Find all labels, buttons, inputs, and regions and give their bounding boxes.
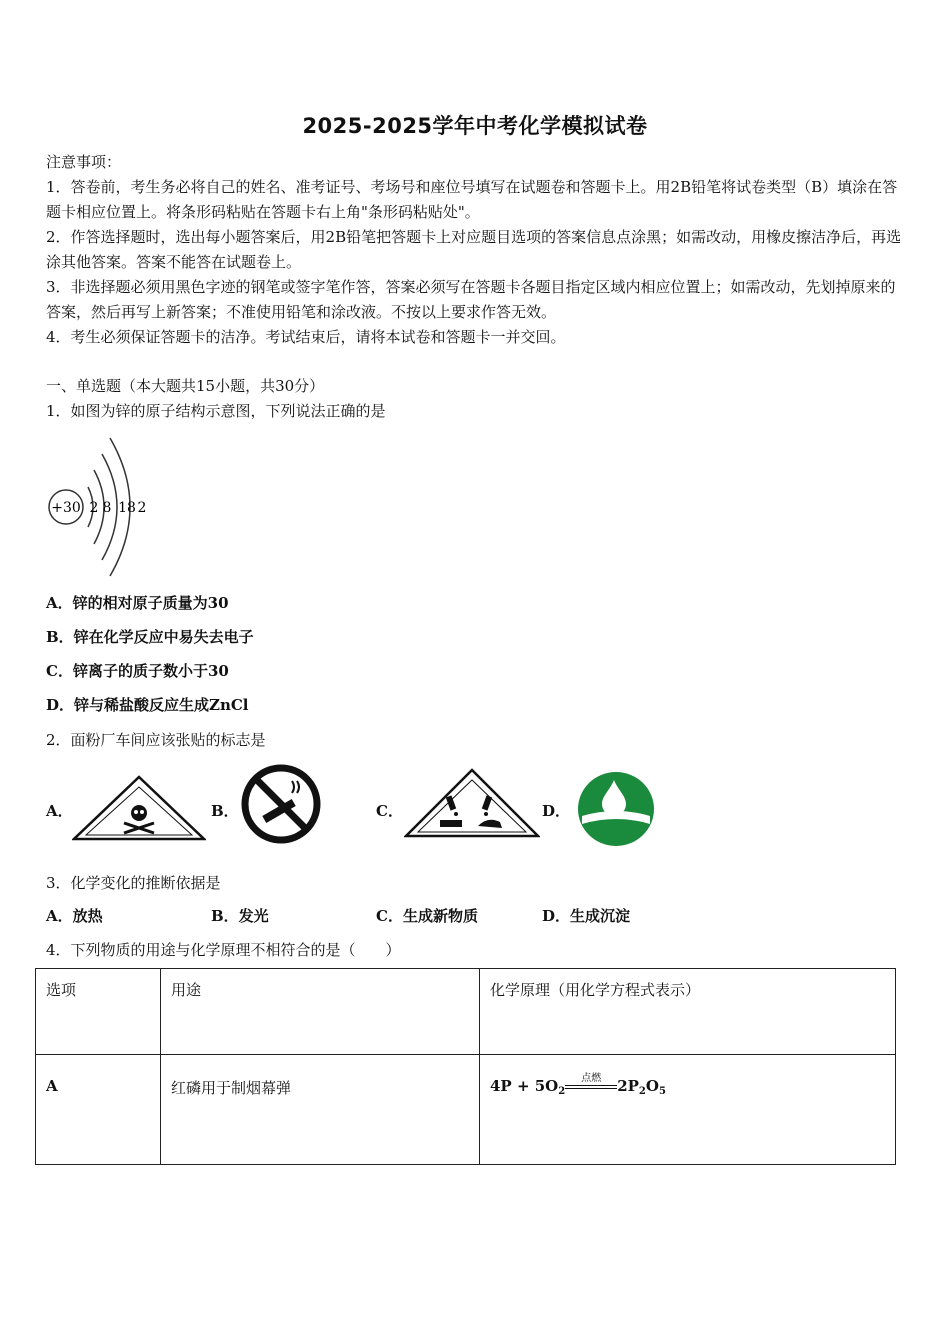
q4-stem: 4．下列物质的用途与化学原理不相符合的是（ ） bbox=[46, 941, 401, 959]
row-a-equation bbox=[480, 1055, 896, 1165]
q3-option-b[interactable]: B．发光 bbox=[211, 907, 269, 925]
notice-item-3: 3．非选择题必须用黑色字迹的钢笔或签字笔作答，答案必须写在答题卡各题目指定区域内相应位置上；如需改动，先划掉原来的答案，然后再写上新答案；不准使用铅笔和涂改液。不按以上要求作答无效。 bbox=[46, 278, 896, 321]
q4-table bbox=[35, 968, 896, 1165]
header-use: 用途 bbox=[161, 969, 480, 1055]
equation-right-1: 2P bbox=[617, 1077, 639, 1095]
notice-block bbox=[46, 150, 906, 350]
row-a-use: 红磷用于制烟幕弹 bbox=[161, 1055, 480, 1165]
equation-left-sub: 2 bbox=[558, 1086, 566, 1097]
q3-option-c[interactable]: C．生成新物质 bbox=[376, 907, 478, 925]
q2-label-a[interactable]: A． bbox=[46, 802, 73, 820]
table-header-row bbox=[36, 969, 896, 1055]
water-saving-icon bbox=[576, 770, 656, 848]
q1-stem: 1．如图为锌的原子结构示意图，下列说法正确的是 bbox=[46, 402, 386, 420]
toxic-warning-icon bbox=[72, 775, 206, 843]
notice-item-2: 2．作答选择题时，选出每小题答案后，用2B铅笔把答题卡上对应题目选项的答案信息点涂黑；如需改动，用橡皮擦洁净后，再选涂其他答案。答案不能答在试题卷上。 bbox=[46, 228, 902, 271]
q2-label-b[interactable]: B． bbox=[211, 802, 239, 820]
q3-option-a[interactable]: A．放热 bbox=[46, 907, 103, 925]
nucleus-label: +30 bbox=[51, 500, 81, 516]
equation-condition: 点燃 bbox=[581, 1073, 602, 1084]
shell-4-label: 2 bbox=[137, 500, 147, 516]
header-principle: 化学原理（用化学方程式表示） bbox=[480, 969, 896, 1055]
q1-option-d[interactable]: D．锌与稀盐酸反应生成ZnCl bbox=[46, 696, 249, 714]
q2-label-d[interactable]: D． bbox=[542, 802, 571, 820]
no-smoking-icon bbox=[240, 763, 322, 845]
equation-right-sub1: 2 bbox=[638, 1086, 646, 1097]
header-option: 选项 bbox=[36, 969, 161, 1055]
corrosive-warning-icon bbox=[404, 768, 540, 840]
table-row bbox=[36, 1055, 896, 1165]
page-title: 2025-2025学年中考化学模拟试卷 bbox=[302, 114, 648, 138]
shell-1-label: 2 bbox=[89, 500, 99, 516]
equation-arrow bbox=[565, 1073, 617, 1095]
q3-stem: 3．化学变化的推断依据是 bbox=[46, 874, 221, 892]
q1-option-c[interactable]: C．锌离子的质子数小于30 bbox=[46, 662, 229, 680]
shell-3-label: 18 bbox=[118, 500, 136, 516]
section-heading: 一、单选题（本大题共15小题，共30分） bbox=[46, 377, 325, 395]
q1-option-b[interactable]: B．锌在化学反应中易失去电子 bbox=[46, 628, 254, 646]
q2-stem: 2．面粉厂车间应该张贴的标志是 bbox=[46, 731, 266, 749]
row-a-option: A bbox=[36, 1055, 161, 1165]
q3-option-d[interactable]: D．生成沉淀 bbox=[542, 907, 631, 925]
q1-option-a[interactable]: A．锌的相对原子质量为30 bbox=[46, 594, 229, 612]
shell-2-label: 8 bbox=[102, 500, 112, 516]
equation-left: 4P + 5O bbox=[490, 1077, 559, 1095]
q2-label-c[interactable]: C． bbox=[376, 802, 403, 820]
equation-right-2: O bbox=[645, 1077, 659, 1095]
notice-item-4: 4．考生必须保证答题卡的洁净。考试结束后，请将本试卷和答题卡一并交回。 bbox=[46, 328, 566, 346]
equation-right-sub2: 5 bbox=[658, 1086, 666, 1097]
notice-item-1: 1．答卷前，考生务必将自己的姓名、准考证号、考场号和座位号填写在试题卷和答题卡上。用2B铅笔将试卷类型（B）填涂在答题卡相应位置上。将条形码粘贴在答题卡右上角"条形码粘贴处"。 bbox=[46, 178, 898, 221]
notice-heading: 注意事项： bbox=[46, 153, 122, 171]
zinc-atom-structure-diagram bbox=[44, 432, 164, 582]
